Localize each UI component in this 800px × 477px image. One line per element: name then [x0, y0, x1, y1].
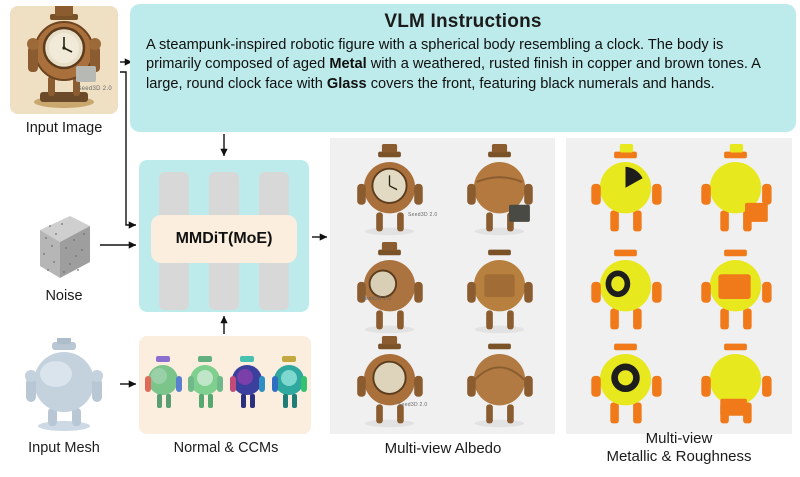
multiview-albedo-caption: Multi-view Albedo	[384, 440, 502, 457]
metallic-caption-line-1: Multi-view	[645, 430, 713, 447]
normal-ccm-caption: Normal & CCMs	[173, 440, 279, 456]
vlm-instructions-panel	[130, 4, 796, 132]
albedo-grid	[330, 138, 555, 434]
multiview-metallic-roughness-caption	[560, 430, 798, 465]
watermark-albedo-3: Seed3D 2.0	[398, 402, 428, 408]
input-mesh-thumbnail	[12, 338, 116, 432]
watermark-albedo-1: Seed3D 2.0	[408, 212, 438, 218]
watermark-albedo-2: Seed3D 2.0	[362, 296, 392, 302]
mmdit-moe-block: MMDiT(MoE)	[151, 215, 297, 263]
vlm-instructions-title: VLM Instructions	[384, 11, 542, 32]
normal-ccm-panel	[139, 336, 311, 434]
vlm-instructions-text: A steampunk-inspired robotic figure with a spherical body resembling a clock. The body is primarily composed of aged Metal with a weathered, rusted finish in copper and brown tones. A large, round clock face with Glass covers the front, featuring black numerals and hands.	[146, 37, 761, 92]
input-image-thumbnail	[10, 6, 118, 114]
metallic-roughness-grid	[566, 138, 792, 434]
metallic-caption-line-2: Metallic & Roughness	[606, 447, 752, 465]
normal-ccm-grid	[139, 336, 311, 434]
mesh-robot-icon	[12, 338, 116, 432]
input-image-caption: Input Image	[25, 120, 103, 136]
watermark-input-image: Seed3D 2.0	[77, 86, 112, 92]
steampunk-robot-photo	[10, 6, 118, 114]
noise-cube-icon	[32, 212, 94, 284]
noise-block	[32, 212, 94, 284]
input-mesh-caption: Input Mesh	[28, 440, 100, 456]
multiview-metallic-roughness-panel	[566, 138, 792, 434]
multiview-albedo-panel	[330, 138, 555, 434]
mmdit-panel	[139, 160, 309, 312]
noise-caption: Noise	[45, 288, 83, 304]
